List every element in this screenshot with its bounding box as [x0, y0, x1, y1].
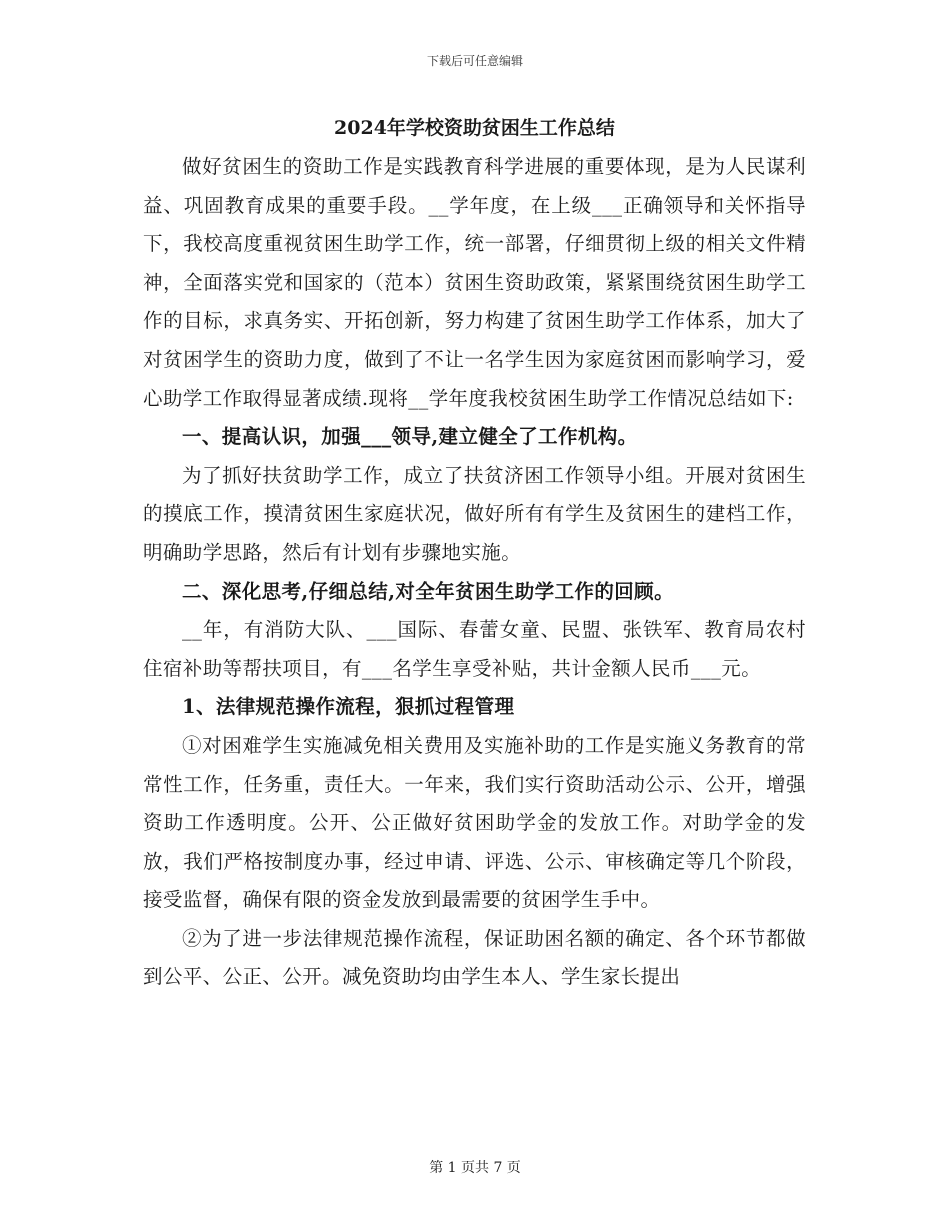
- paragraph-item-1: ①对困难学生实施减免相关费用及实施补助的工作是实施义务教育的常常性工作，任务重，责任大。一年来，我们实行资助活动公示、公开，增强资助工作透明度。公开、公正做好贫困助学金的发放工作。对助学金的发放，我们严格按制度办事，经过申请、评选、公示、审核确定等几个阶段，接受监督，确保有限的资金发放到最需要的贫困学生手中。: [143, 733, 806, 912]
- page-footer: 第 1 页共 7 页: [429, 1160, 521, 1176]
- document-title: 2024年学校资助贫困生工作总结: [334, 117, 615, 139]
- document-body: [143, 112, 806, 997]
- section-heading-2: 二、深化思考,仔细总结,对全年贫困生助学工作的回顾。: [182, 579, 674, 603]
- paragraph-intro: 做好贫困生的资助工作是实践教育科学进展的重要体现，是为人民谋利益、巩固教育成果的重要手段。__学年度，在上级___正确领导和关怀指导下，我校高度重视贫困生助学工作，统一部署，仔细贯彻上级的相关文件精神，全面落实党和国家的（范本）贫困生资助政策，紧紧围绕贫困生助学工作的目标，求真务实、开拓创新，努力构建了贫困生助学工作体系，加大了对贫困学生的资助力度，做到了不让一名学生因为家庭贫困而影响学习，爱心助学工作取得显著成绩.现将__学年度我校贫困生助学工作情况总结如下:: [143, 155, 806, 410]
- section-heading-1: 一、提高认识，加强___领导,建立健全了工作机构。: [182, 425, 638, 449]
- header-note: 下载后可任意编辑: [426, 54, 523, 68]
- paragraph-item-2: ②为了进一步法律规范操作流程，保证助困名额的确定、各个环节都做到公平、公正、公开。减免资助均由学生本人、学生家长提出: [143, 926, 806, 989]
- subsection-heading-1: 1、法律规范操作流程，狠抓过程管理: [182, 695, 515, 719]
- paragraph-organization: 为了抓好扶贫助学工作，成立了扶贫济困工作领导小组。开展对贫困生的摸底工作，摸清贫困生家庭状况，做好所有有学生及贫困生的建档工作，明确助学思路，然后有计划有步骤地实施。: [143, 463, 806, 564]
- paragraph-projects: __年，有消防大队、___国际、春蕾女童、民盟、张铁军、教育局农村住宿补助等帮扶项目，有___名学生享受补贴，共计金额人民币___元。: [143, 618, 806, 680]
